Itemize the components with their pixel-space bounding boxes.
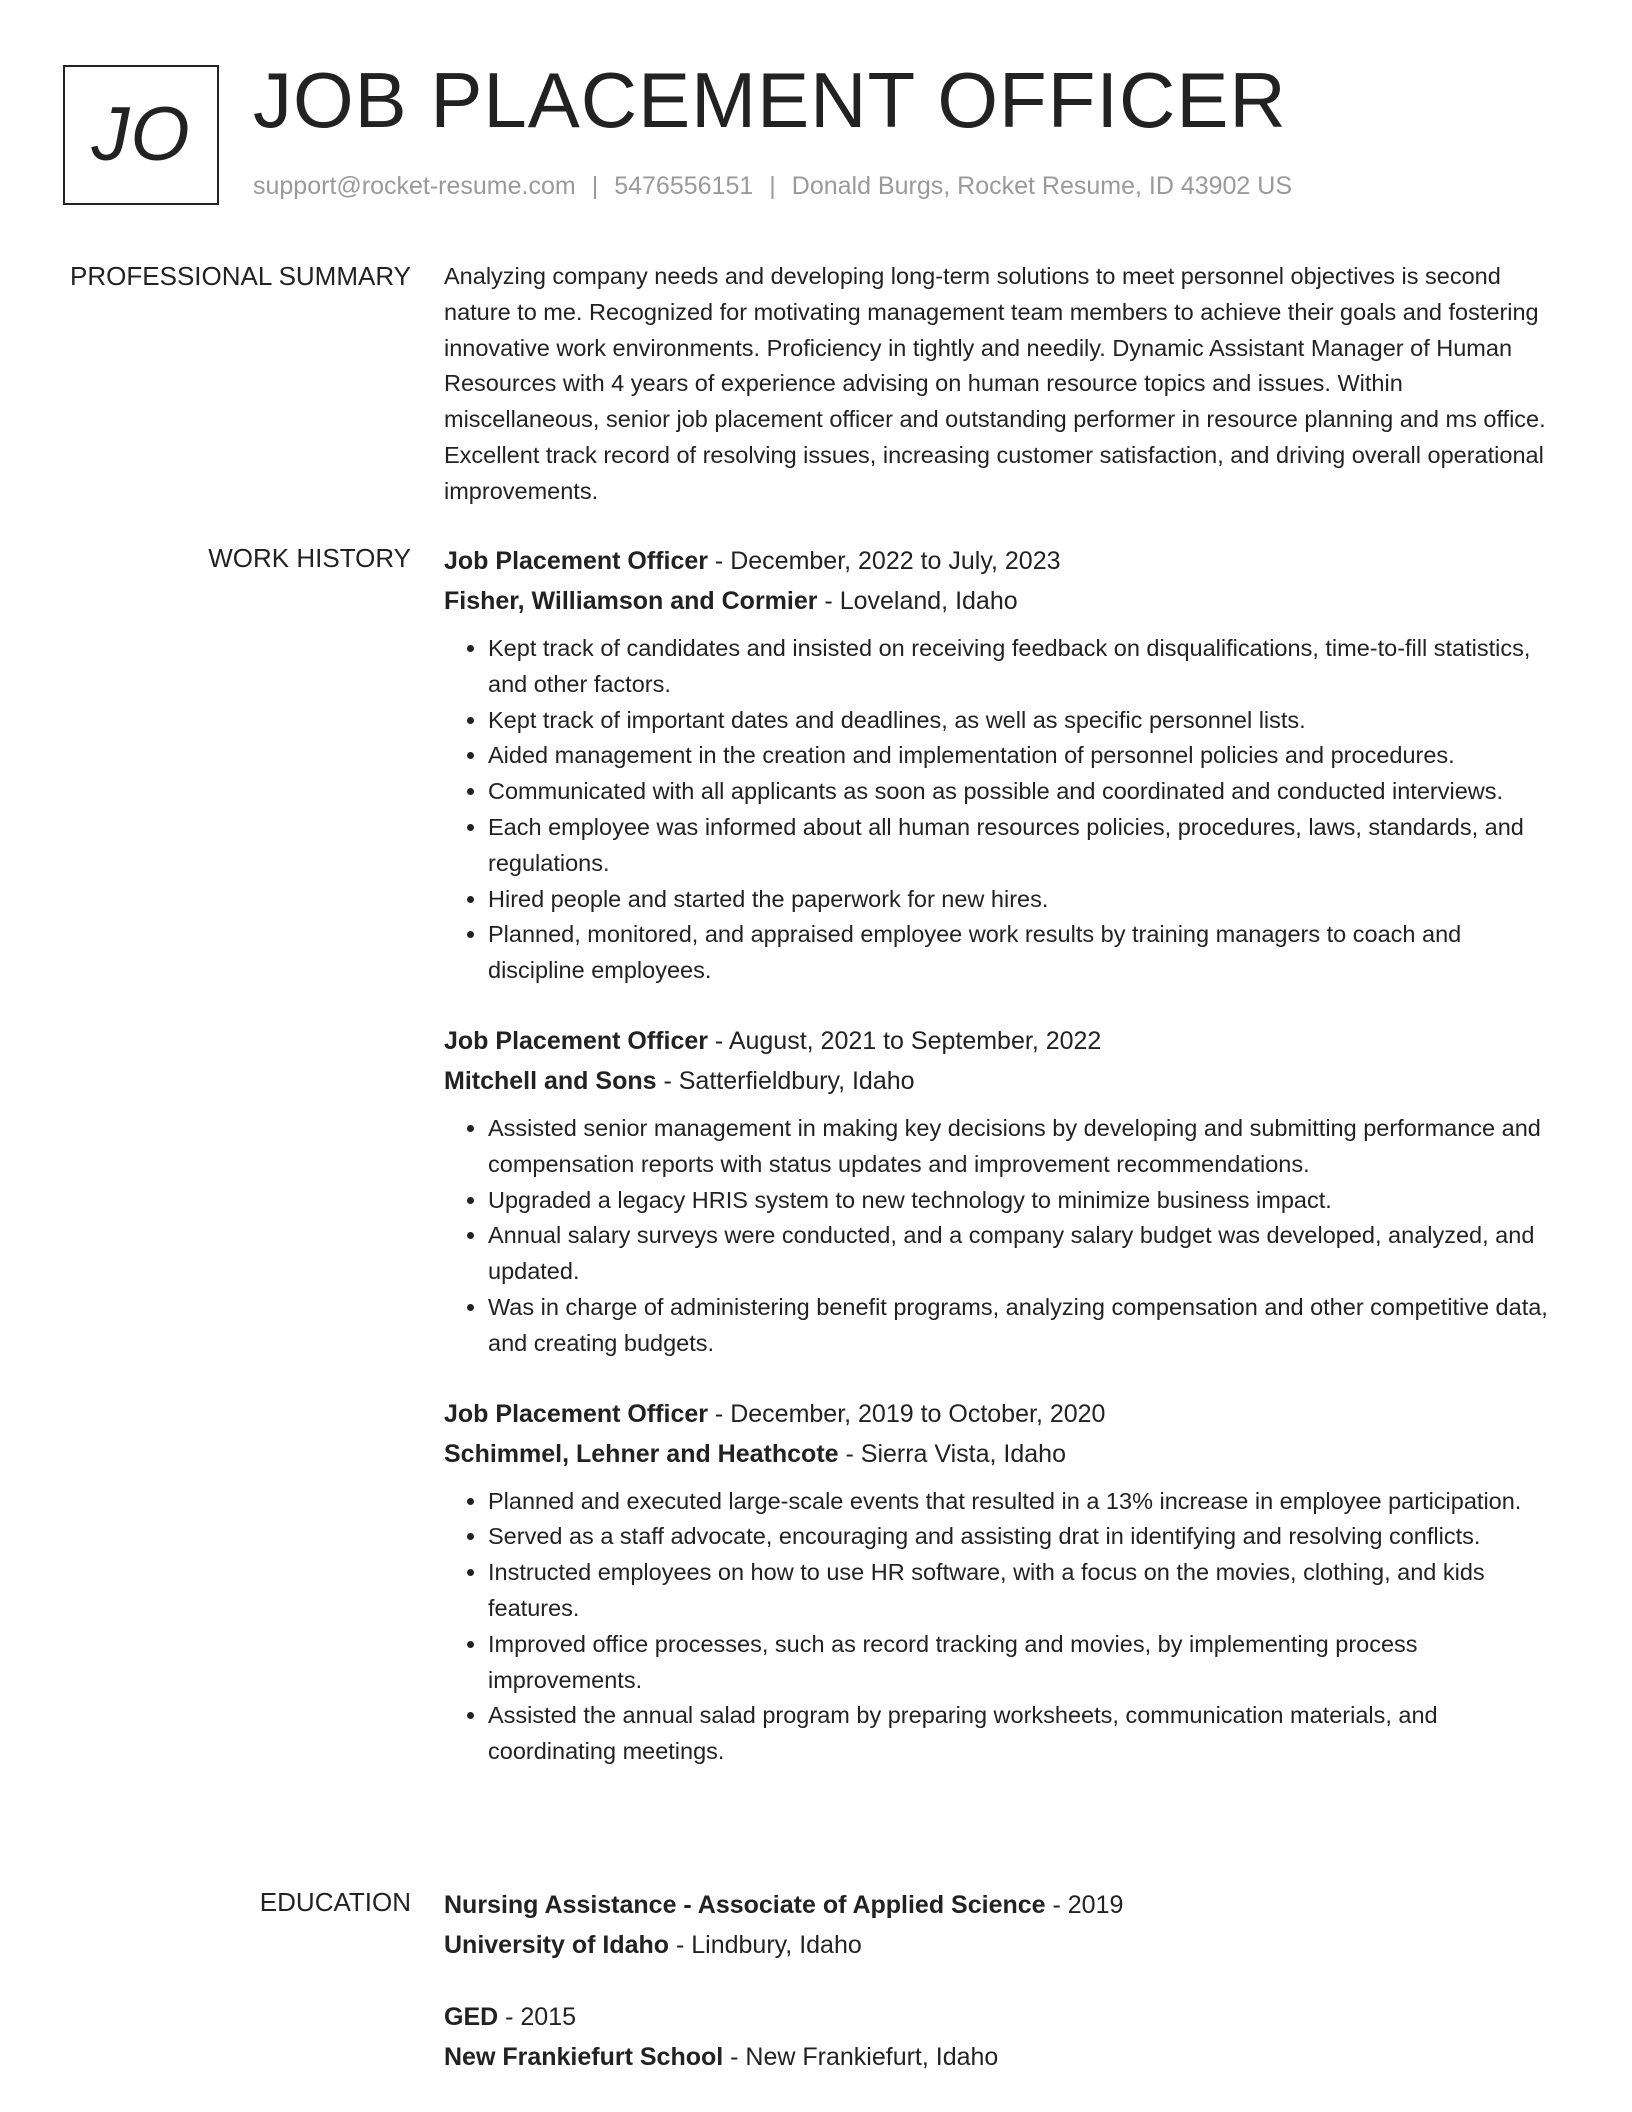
company-name: Mitchell and Sons: [444, 1066, 657, 1095]
bullet-item: • Was in charge of administering benefit programs, analyzing compensation and other competitive data, and creating budgets.: [488, 1290, 1562, 1362]
education-label: EDUCATION: [259, 1887, 411, 1917]
job-title: Job Placement Officer: [444, 1399, 708, 1428]
graduation-year: - 2019: [1045, 1891, 1124, 1919]
job-dates: - August, 2021 to September, 2022: [707, 1026, 1102, 1055]
job-title: Job Placement Officer: [444, 547, 708, 575]
contact-separator: |: [769, 172, 776, 200]
education-section: [0, 1885, 1632, 2109]
company-location: - Loveland, Idaho: [817, 587, 1018, 615]
company-name: Fisher, Williamson and Cormier: [444, 587, 818, 615]
job-title: Job Placement Officer: [444, 1026, 708, 1055]
summary-text: Analyzing company needs and developing long-term solutions to meet personnel objectives is second nature to me. Recognized for motivating management team members to achieve their goals and fostering innovative work environments. Proficiency in tightly and needily. Dynamic Assistant Manager of Human Resources with 4 years of experience advising on human resource topics and issues. Within miscellaneous, senior job placement officer and outstanding performer in resource planning and ms office. Excellent track record of resolving issues, increasing customer satisfaction, and driving overall operational improvements.: [444, 263, 1546, 504]
work-history-label: WORK HISTORY: [208, 543, 411, 573]
bullet-item: • Hired people and started the paperwork for new hires.: [488, 882, 1562, 918]
bullet-item: • Improved office processes, such as record tracking and movies, by implementing process improvements.: [488, 1627, 1562, 1699]
bullet-item: • Kept track of important dates and deadlines, as well as specific personnel lists.: [488, 703, 1562, 739]
company-location: - Satterfieldbury, Idaho: [656, 1066, 915, 1095]
bullet-item: • Served as a staff advocate, encouraging and assisting drat in identifying and resolving conflicts.: [488, 1519, 1562, 1555]
school-name: New Frankiefurt School: [444, 2043, 724, 2071]
bullet-item: • Annual salary surveys were conducted, and a company salary budget was developed, analyzed, and updated.: [488, 1218, 1562, 1290]
monogram-initials: JO: [91, 92, 191, 177]
company-name: Schimmel, Lehner and Heathcote: [444, 1439, 839, 1468]
degree-name: GED: [444, 2003, 499, 2031]
contact-phone: 5476556151: [614, 172, 754, 200]
education-entry: [444, 1997, 1562, 2077]
bullet-item: • Aided management in the creation and implementation of personnel policies and procedures.: [488, 738, 1562, 774]
bullet-item: • Communicated with all applicants as soon as possible and coordinated and conducted interviews.: [488, 774, 1562, 810]
contact-email: support@rocket-resume.com: [253, 172, 576, 200]
education-entry: [444, 1885, 1562, 1965]
job-entry: [444, 1394, 1562, 1770]
school-name: University of Idaho: [444, 1931, 670, 1959]
contact-address: Donald Burgs, Rocket Resume, ID 43902 US: [791, 172, 1293, 200]
school-location: - Lindbury, Idaho: [669, 1931, 862, 1959]
bullet-item: • Assisted senior management in making key decisions by developing and submitting performance and compensation reports with status updates and improvement recommendations.: [488, 1111, 1562, 1183]
company-location: - Sierra Vista, Idaho: [838, 1439, 1066, 1468]
bullet-item: • Planned and executed large-scale events that resulted in a 13% increase in employee participation.: [488, 1484, 1562, 1520]
bullet-item: • Planned, monitored, and appraised employee work results by training managers to coach and discipline employees.: [488, 917, 1562, 989]
job-bullets: [444, 1111, 1562, 1362]
summary-label: PROFESSIONAL SUMMARY: [70, 261, 411, 291]
graduation-year: - 2015: [498, 2003, 577, 2031]
job-bullets: [444, 1484, 1562, 1770]
job-dates: - December, 2022 to July, 2023: [707, 547, 1061, 575]
monogram-box: [63, 65, 219, 205]
bullet-item: • Instructed employees on how to use HR software, with a focus on the movies, clothing, and kids features.: [488, 1555, 1562, 1627]
bullet-item: • Kept track of candidates and insisted on receiving feedback on disqualifications, time-to-fill statistics, and other factors.: [488, 631, 1562, 703]
job-entry: [444, 541, 1562, 989]
contact-line: [253, 172, 1292, 201]
bullet-item: • Upgraded a legacy HRIS system to new technology to minimize business impact.: [488, 1183, 1562, 1219]
work-history-section: [0, 541, 1632, 1802]
degree-name: Nursing Assistance - Associate of Applied Science: [444, 1891, 1046, 1919]
resume-title: JOB PLACEMENT OFFICER: [253, 56, 1287, 144]
job-dates: - December, 2019 to October, 2020: [707, 1399, 1106, 1428]
job-bullets: [444, 631, 1562, 989]
contact-separator: |: [591, 172, 599, 200]
bullet-item: • Each employee was informed about all human resources policies, procedures, laws, standards, and regulations.: [488, 810, 1562, 882]
summary-section: [0, 259, 1632, 510]
job-entry: [444, 1021, 1562, 1362]
school-location: - New Frankiefurt, Idaho: [723, 2043, 999, 2071]
bullet-item: • Assisted the annual salad program by preparing worksheets, communication materials, and coordinating meetings.: [488, 1698, 1562, 1770]
